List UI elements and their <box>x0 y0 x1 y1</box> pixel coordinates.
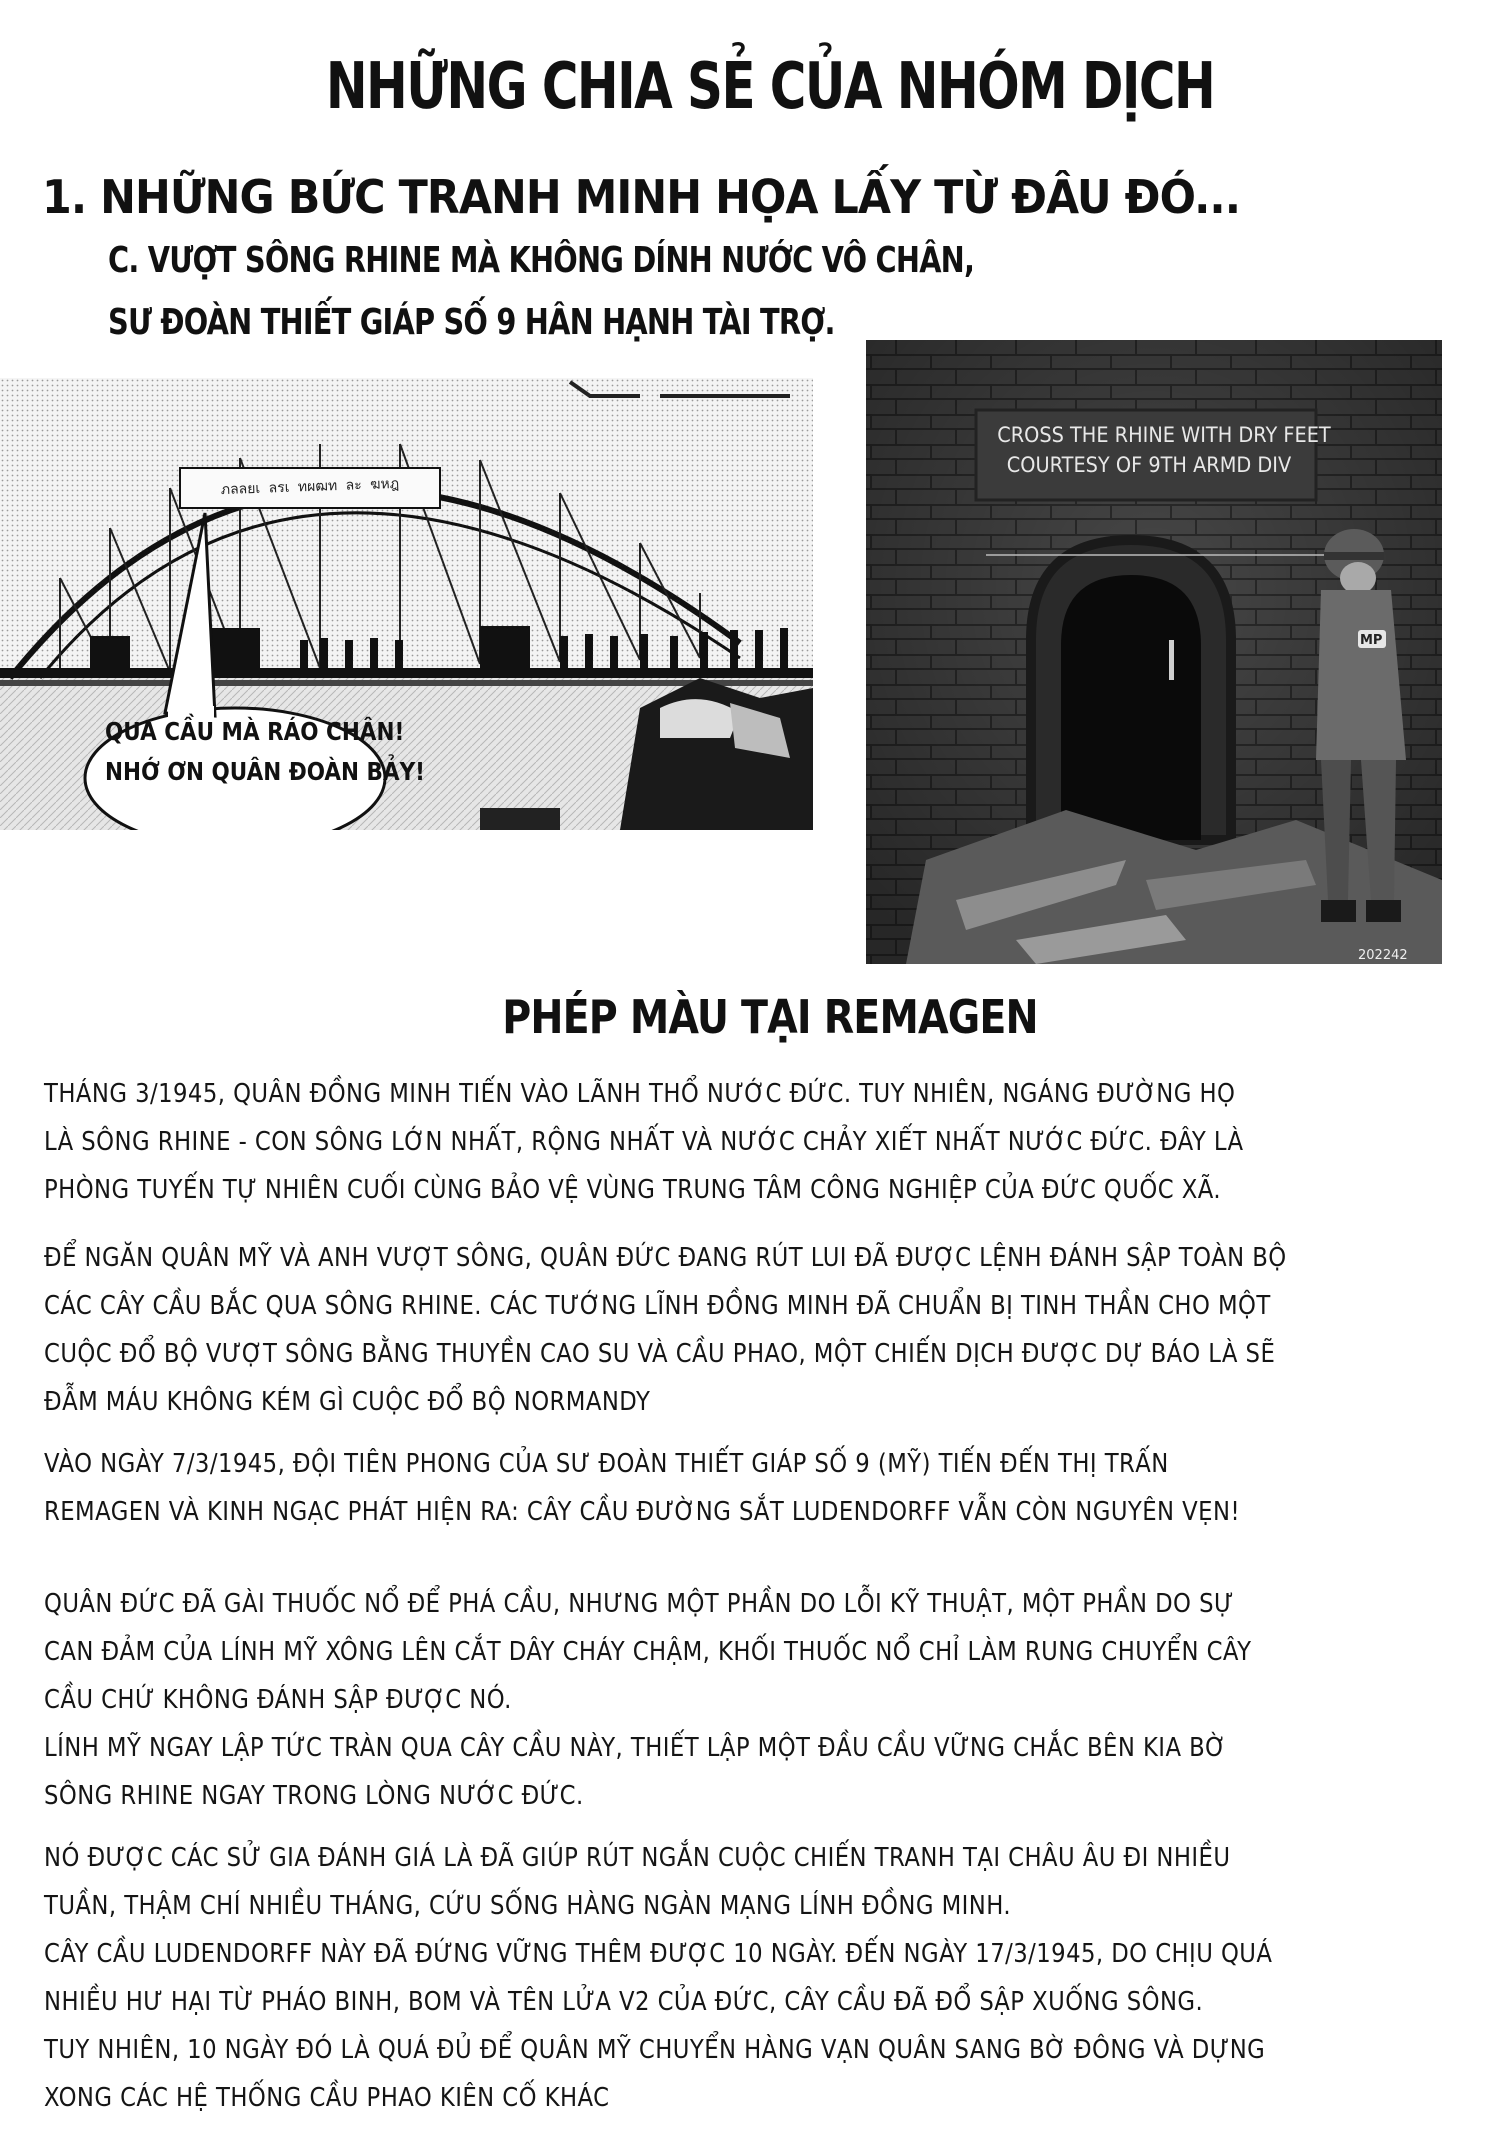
text-line: XONG CÁC HỆ THỐNG CẦU PHAO KIÊN CỐ KHÁC <box>44 2083 610 2113</box>
page-title: NHỮNG CHIA SẺ CỦA NHÓM DỊCH <box>325 50 1215 124</box>
speech-line-2: NHỚ ƠN QUÂN ĐOÀN BẢY! <box>105 757 425 786</box>
paragraph-4 <box>44 1580 1409 1820</box>
text-line: VÀO NGÀY 7/3/1945, ĐỘI TIÊN PHONG CỦA SƯ ĐOÀN THIẾT GIÁP SỐ 9 (MỸ) TIẾN ĐẾN THỊ TRẤN <box>44 1449 1169 1479</box>
paragraph-3 <box>44 1440 1409 1536</box>
text-line: CÂY CẦU LUDENDORFF NÀY ĐÃ ĐỨNG VỮNG THÊM ĐƯỢC 10 NGÀY. ĐẾN NGÀY 17/3/1945, DO CHỊU QUÁ <box>44 1939 1273 1969</box>
section-heading: 1. NHỮNG BỨC TRANH MINH HỌA LẤY TỪ ĐÂU ĐÓ... <box>42 170 1241 224</box>
photo-serial-stamp: 202242 <box>1358 948 1408 963</box>
article-title: PHÉP MÀU TẠI REMAGEN <box>502 990 1038 1044</box>
mp-armband: MP <box>1360 633 1383 648</box>
paragraph-5 <box>44 1834 1409 2122</box>
subheading-line-1: C. VƯỢT SÔNG RHINE MÀ KHÔNG DÍNH NƯỚC VÔ CHÂN, <box>108 240 975 281</box>
bridge-banner-text: ภลลยเ ลรเ ทผฒท ละ ฆหฎ <box>220 475 400 499</box>
paragraph-1 <box>44 1070 1409 1214</box>
text-line: CẦU CHỨ KHÔNG ĐÁNH SẬP ĐƯỢC NÓ. <box>44 1685 512 1715</box>
subheading-line-2: SƯ ĐOÀN THIẾT GIÁP SỐ 9 HÂN HẠNH TÀI TRỢ. <box>108 302 835 343</box>
paragraph-2 <box>44 1234 1409 1426</box>
text-line: CÁC CÂY CẦU BẮC QUA SÔNG RHINE. CÁC TƯỚNG LĨNH ĐỒNG MINH ĐÃ CHUẨN BỊ TINH THẦN CHO MỘT <box>44 1291 1271 1321</box>
text-line: LÍNH MỸ NGAY LẬP TỨC TRÀN QUA CÂY CẦU NÀY, THIẾT LẬP MỘT ĐẦU CẦU VỮNG CHẮC BÊN KIA BỜ <box>44 1733 1227 1763</box>
text-line: TUẦN, THẬM CHÍ NHIỀU THÁNG, CỨU SỐNG HÀNG NGÀN MẠNG LÍNH ĐỒNG MINH. <box>44 1891 1012 1921</box>
text-line: THÁNG 3/1945, QUÂN ĐỒNG MINH TIẾN VÀO LÃNH THỔ NƯỚC ĐỨC. TUY NHIÊN, NGÁNG ĐƯỜNG HỌ <box>44 1079 1236 1109</box>
sign-line-2: COURTESY OF 9TH ARMD DIV <box>1006 453 1292 477</box>
sign-line-1: CROSS THE RHINE WITH DRY FEET <box>997 423 1331 447</box>
speech-line-1: QUA CẦU MÀ RÁO CHÂN! <box>105 717 405 746</box>
text-line: REMAGEN VÀ KINH NGẠC PHÁT HIỆN RA: CÂY CẦU ĐƯỜNG SẮT LUDENDORFF VẪN CÒN NGUYÊN VẸN! <box>44 1497 1241 1527</box>
tower-sign <box>997 420 1331 480</box>
text-line: LÀ SÔNG RHINE - CON SÔNG LỚN NHẤT, RỘNG NHẤT VÀ NƯỚC CHẢY XIẾT NHẤT NƯỚC ĐỨC. ĐÂY LÀ <box>44 1127 1244 1157</box>
text-line: ĐỂ NGĂN QUÂN MỸ VÀ ANH VƯỢT SÔNG, QUÂN ĐỨC ĐANG RÚT LUI ĐÃ ĐƯỢC LỆNH ĐÁNH SẬP TOÀN BỘ <box>44 1243 1287 1273</box>
text-line: PHÒNG TUYẾN TỰ NHIÊN CUỐI CÙNG BẢO VỆ VÙNG TRUNG TÂM CÔNG NGHIỆP CỦA ĐỨC QUỐC XÃ. <box>44 1175 1221 1205</box>
text-line: TUY NHIÊN, 10 NGÀY ĐÓ LÀ QUÁ ĐỦ ĐỂ QUÂN MỸ CHUYỂN HÀNG VẠN QUÂN SANG BỜ ĐÔNG VÀ DỰNG <box>44 2035 1266 2065</box>
text-line: CAN ĐẢM CỦA LÍNH MỸ XÔNG LÊN CẮT DÂY CHÁY CHẬM, KHỐI THUỐC NỔ CHỈ LÀM RUNG CHUYỂN CÂY <box>44 1637 1252 1667</box>
text-line: CUỘC ĐỔ BỘ VƯỢT SÔNG BẰNG THUYỀN CAO SU VÀ CẦU PHAO, MỘT CHIẾN DỊCH ĐƯỢC DỰ BÁO LÀ SẼ <box>44 1339 1276 1369</box>
text-line: SÔNG RHINE NGAY TRONG LÒNG NƯỚC ĐỨC. <box>44 1781 584 1811</box>
text-line: NÓ ĐƯỢC CÁC SỬ GIA ĐÁNH GIÁ LÀ ĐÃ GIÚP RÚT NGẮN CUỘC CHIẾN TRANH TẠI CHÂU ÂU ĐI NHIỀU <box>44 1843 1231 1873</box>
text-line: NHIỀU HƯ HẠI TỪ PHÁO BINH, BOM VÀ TÊN LỬA V2 CỦA ĐỨC, CÂY CẦU ĐÃ ĐỔ SẬP XUỐNG SÔNG. <box>44 1987 1204 2017</box>
speech-bubble <box>105 712 425 792</box>
text-line: QUÂN ĐỨC ĐÃ GÀI THUỐC NỔ ĐỂ PHÁ CẦU, NHƯNG MỘT PHẦN DO LỖI KỸ THUẬT, MỘT PHẦN DO SỰ <box>44 1589 1234 1619</box>
text-line: ĐẪM MÁU KHÔNG KÉM GÌ CUỘC ĐỔ BỘ NORMANDY <box>44 1387 651 1417</box>
